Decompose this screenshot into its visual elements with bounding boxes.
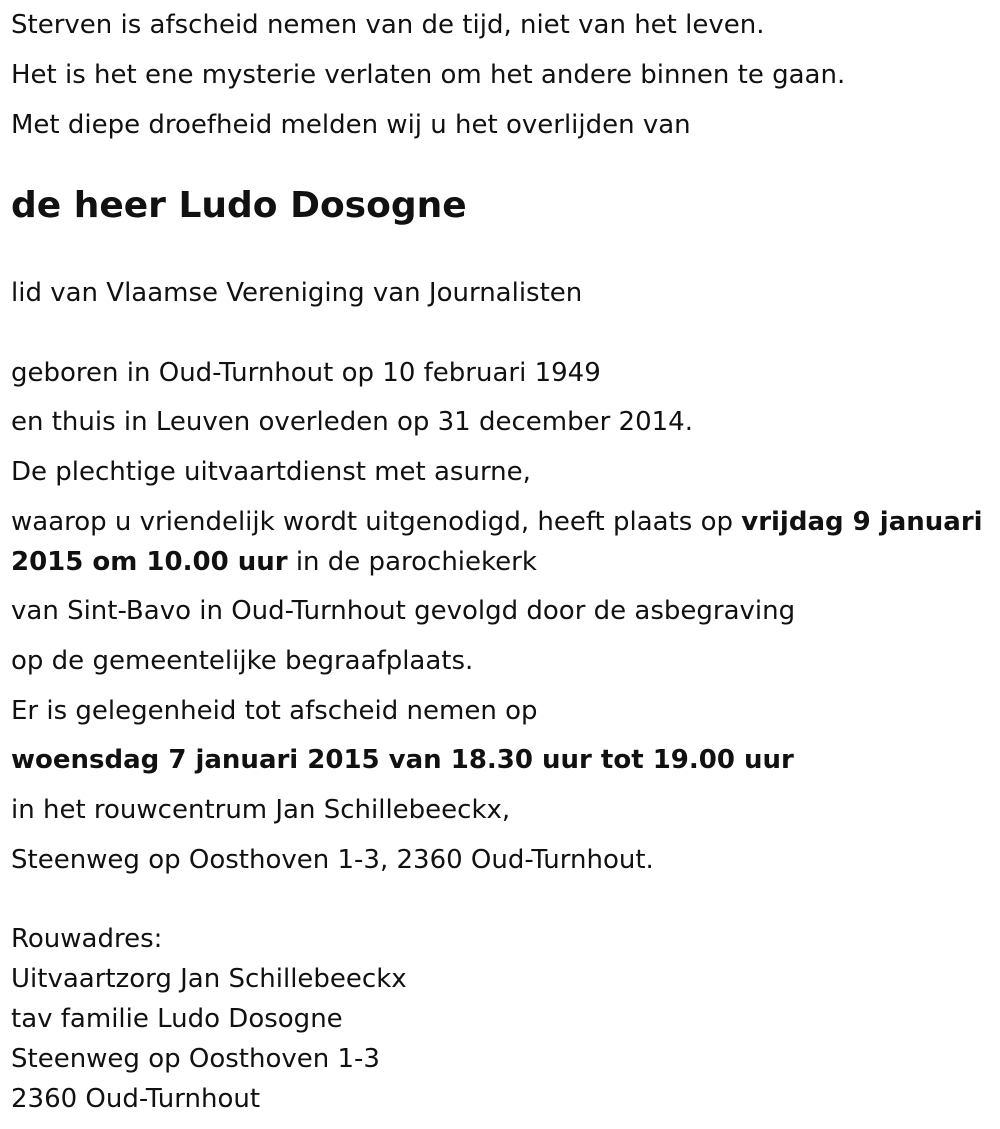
mourning-address-line-1: Uitvaartzorg Jan Schillebeeckx <box>11 964 407 994</box>
farewell-place: in het rouwcentrum Jan Schillebeeckx, <box>11 795 511 825</box>
intro-line-3: Met diepe droefheid melden wij u het overlijden van <box>11 110 691 140</box>
service-invite: waarop u vriendelijk wordt uitgenodigd, heeft plaats op <box>11 507 742 537</box>
service-location: in de parochiekerk <box>287 547 537 577</box>
birth-info: geboren in Oud-Turnhout op 10 februari 1949 <box>11 358 601 388</box>
service-date-line <box>11 549 537 575</box>
service-intro: De plechtige uitvaartdienst met asurne, <box>11 457 531 487</box>
service-date-part1: vrijdag 9 januari <box>741 507 983 537</box>
mourning-address-line-3: Steenweg op Oosthoven 1-3 <box>11 1044 380 1074</box>
intro-line-2: Het is het ene mysterie verlaten om het andere binnen te gaan. <box>11 60 846 90</box>
farewell-address: Steenweg op Oosthoven 1-3, 2360 Oud-Turnhout. <box>11 845 654 875</box>
mourning-address-line-4: 2360 Oud-Turnhout <box>11 1084 261 1114</box>
service-invite-line <box>11 509 983 535</box>
membership: lid van Vlaamse Vereniging van Journalisten <box>11 278 583 308</box>
cemetery-info: op de gemeentelijke begraafplaats. <box>11 646 474 676</box>
mourning-address-line-2: tav familie Ludo Dosogne <box>11 1004 343 1034</box>
farewell-date: woensdag 7 januari 2015 van 18.30 uur tot 19.00 uur <box>11 745 794 775</box>
intro-line-1: Sterven is afscheid nemen van de tijd, niet van het leven. <box>11 10 765 40</box>
death-info: en thuis in Leuven overleden op 31 december 2014. <box>11 407 693 437</box>
service-date-part2: 2015 om 10.00 uur <box>11 547 288 577</box>
church-info: van Sint-Bavo in Oud-Turnhout gevolgd door de asbegraving <box>11 596 796 626</box>
mourning-address-label: Rouwadres: <box>11 924 163 954</box>
deceased-name: de heer Ludo Dosogne <box>11 185 467 226</box>
farewell-intro: Er is gelegenheid tot afscheid nemen op <box>11 696 538 726</box>
